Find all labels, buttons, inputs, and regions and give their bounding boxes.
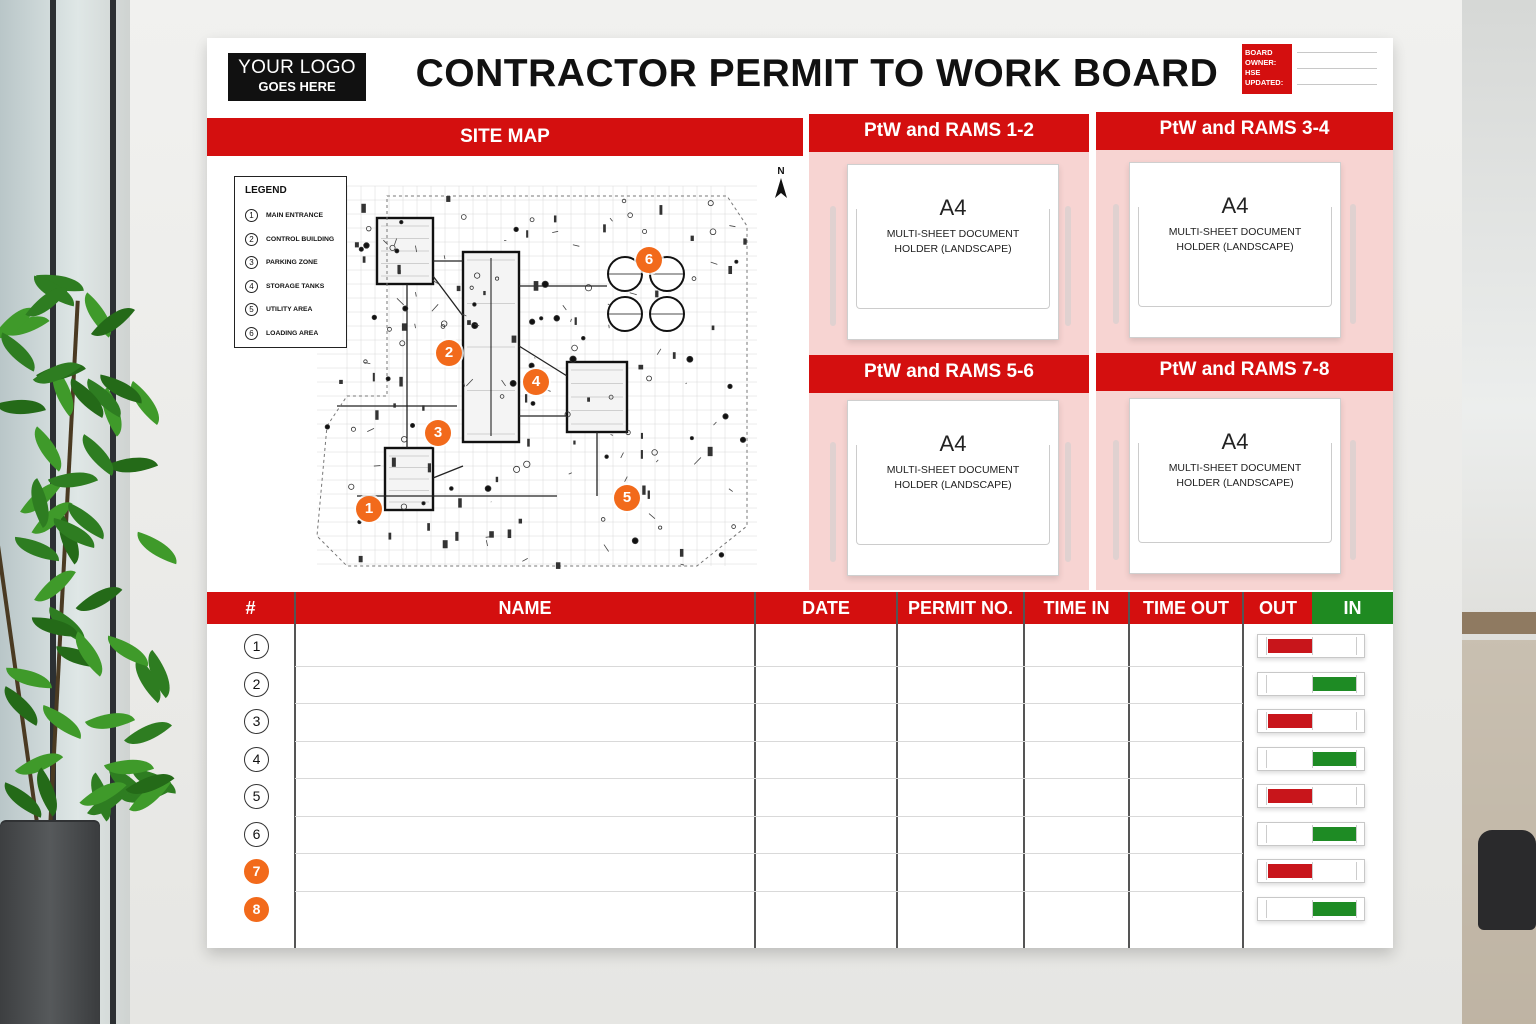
ptw-header-3-4: PtW and RAMS 3-4 <box>1096 112 1393 150</box>
holder-pocket <box>856 209 1050 309</box>
legend-label: LOADING AREA <box>266 329 319 337</box>
holder-size: A4 <box>1221 429 1249 454</box>
holder-description: MULTI-SHEET DOCUMENT HOLDER (LANDSCAPE) <box>1168 226 1302 253</box>
legend-item <box>245 204 336 228</box>
map-marker-6[interactable]: 6 <box>636 247 662 273</box>
holder-clip <box>1065 442 1071 562</box>
legend-title: LEGEND <box>245 185 287 196</box>
slider-divider <box>1312 900 1313 918</box>
holder-clip <box>1113 440 1119 560</box>
site-map-header: SITE MAP <box>207 118 803 156</box>
col-date: DATE <box>756 592 896 624</box>
col-permit-no: PERMIT NO. <box>898 592 1023 624</box>
holder-pocket <box>1138 207 1332 307</box>
legend-label: PARKING ZONE <box>266 259 318 267</box>
legend-number: 3 <box>245 256 258 269</box>
row-number: 5 <box>244 784 269 809</box>
col-number: # <box>207 592 294 624</box>
office-chair <box>1478 830 1536 930</box>
row-number: 6 <box>244 822 269 847</box>
slider-divider <box>1266 862 1267 880</box>
map-marker-4[interactable]: 4 <box>523 369 549 395</box>
document-holder-7-8[interactable] <box>1129 398 1341 574</box>
ptw-header-7-8: PtW and RAMS 7-8 <box>1096 353 1393 391</box>
slider-divider <box>1266 712 1267 730</box>
row-divider <box>295 741 1243 742</box>
in-out-slider[interactable] <box>1257 784 1365 808</box>
legend-item <box>245 228 336 252</box>
legend-label: UTILITY AREA <box>266 306 313 314</box>
holder-clip <box>830 442 836 562</box>
map-marker-2[interactable]: 2 <box>436 340 462 366</box>
slider-divider <box>1266 750 1267 768</box>
slider-divider <box>1356 712 1357 730</box>
slider-divider <box>1266 787 1267 805</box>
row-number: 7 <box>244 859 269 884</box>
row-divider <box>295 666 1243 667</box>
ptw-header-1-2: PtW and RAMS 1-2 <box>809 114 1089 152</box>
status-indicator-out <box>1268 864 1312 878</box>
row-divider <box>295 853 1243 854</box>
legend-item <box>245 322 336 346</box>
slider-divider <box>1356 637 1357 655</box>
slider-divider <box>1312 750 1313 768</box>
row-divider <box>295 778 1243 779</box>
table-header <box>207 592 1393 624</box>
row-number: 1 <box>244 634 269 659</box>
write-line <box>1297 52 1377 53</box>
in-out-slider[interactable] <box>1257 634 1365 658</box>
legend-item <box>245 251 336 275</box>
slider-divider <box>1312 862 1313 880</box>
col-name: NAME <box>296 592 754 624</box>
column-divider <box>1242 592 1244 948</box>
slider-divider <box>1312 825 1313 843</box>
slider-divider <box>1312 787 1313 805</box>
document-holder-5-6[interactable] <box>847 400 1059 576</box>
slider-divider <box>1266 900 1267 918</box>
col-time-out: TIME OUT <box>1130 592 1242 624</box>
in-out-slider[interactable] <box>1257 897 1365 921</box>
holder-description: MULTI-SHEET DOCUMENT HOLDER (LANDSCAPE) <box>886 464 1020 491</box>
holder-clip <box>1065 206 1071 326</box>
legend-number: 1 <box>245 209 258 222</box>
row-number: 8 <box>244 897 269 922</box>
in-out-slider[interactable] <box>1257 822 1365 846</box>
column-divider <box>294 592 296 948</box>
logo-line-1: YOUR LOGO <box>238 57 356 78</box>
document-holder-3-4[interactable] <box>1129 162 1341 338</box>
status-indicator-in <box>1312 902 1356 916</box>
plant-pot <box>0 822 100 1024</box>
row-divider <box>295 816 1243 817</box>
legend-item <box>245 298 336 322</box>
status-indicator-out <box>1268 639 1312 653</box>
board-title: CONTRACTOR PERMIT TO WORK BOARD <box>415 52 1219 95</box>
slider-divider <box>1356 787 1357 805</box>
window-frame <box>110 0 116 1024</box>
slider-divider <box>1356 825 1357 843</box>
holder-pocket <box>1138 443 1332 543</box>
row-number: 2 <box>244 672 269 697</box>
map-legend <box>234 176 347 348</box>
north-arrow-icon <box>771 166 791 206</box>
holder-pocket <box>856 445 1050 545</box>
col-in: IN <box>1312 592 1393 624</box>
in-out-slider[interactable] <box>1257 747 1365 771</box>
legend-number: 4 <box>245 280 258 293</box>
slider-divider <box>1266 825 1267 843</box>
owner-label: BOARD OWNER: <box>1245 48 1277 67</box>
legend-label: MAIN ENTRANCE <box>266 212 324 220</box>
holder-clip <box>1113 204 1119 324</box>
row-number: 3 <box>244 709 269 734</box>
permit-board <box>207 38 1393 948</box>
write-line <box>1297 84 1377 85</box>
status-indicator-in <box>1312 752 1356 766</box>
write-line <box>1297 68 1377 69</box>
map-marker-1[interactable]: 1 <box>356 496 382 522</box>
slider-divider <box>1356 750 1357 768</box>
status-indicator-out <box>1268 789 1312 803</box>
col-out: OUT <box>1244 592 1312 624</box>
in-out-slider[interactable] <box>1257 709 1365 733</box>
holder-size: A4 <box>939 195 967 220</box>
column-divider <box>896 592 898 948</box>
legend-item <box>245 275 336 299</box>
holder-description: MULTI-SHEET DOCUMENT HOLDER (LANDSCAPE) <box>886 228 1020 255</box>
slider-divider <box>1356 900 1357 918</box>
document-holder-1-2[interactable] <box>847 164 1059 340</box>
legend-number: 6 <box>245 327 258 340</box>
map-marker-5[interactable]: 5 <box>614 485 640 511</box>
column-divider <box>1023 592 1025 948</box>
in-out-slider[interactable] <box>1257 672 1365 696</box>
site-map <box>207 156 807 590</box>
legend-number: 5 <box>245 303 258 316</box>
slider-divider <box>1312 675 1313 693</box>
slider-divider <box>1312 637 1313 655</box>
office-desk <box>1462 612 1536 634</box>
holder-clip <box>830 206 836 326</box>
slider-divider <box>1356 862 1357 880</box>
column-divider <box>754 592 756 948</box>
holder-size: A4 <box>939 431 967 456</box>
legend-label: STORAGE TANKS <box>266 282 325 290</box>
ptw-header-5-6: PtW and RAMS 5-6 <box>809 355 1089 393</box>
slider-divider <box>1266 675 1267 693</box>
holder-description: MULTI-SHEET DOCUMENT HOLDER (LANDSCAPE) <box>1168 462 1302 489</box>
logo-line-2: GOES HERE <box>258 79 336 94</box>
column-divider <box>1128 592 1130 948</box>
board-owner-box <box>1242 44 1292 94</box>
in-out-slider[interactable] <box>1257 859 1365 883</box>
legend-label: CONTROL BUILDING <box>266 235 335 243</box>
row-number: 4 <box>244 747 269 772</box>
slider-divider <box>1312 712 1313 730</box>
updated-label: HSE UPDATED: <box>1245 68 1284 87</box>
status-indicator-in <box>1312 827 1356 841</box>
holder-clip <box>1350 204 1356 324</box>
row-divider <box>295 891 1243 892</box>
col-time-in: TIME IN <box>1025 592 1128 624</box>
logo-placeholder <box>228 53 366 101</box>
north-label: N <box>777 166 785 177</box>
status-indicator-out <box>1268 714 1312 728</box>
status-indicator-in <box>1312 677 1356 691</box>
legend-number: 2 <box>245 233 258 246</box>
holder-size: A4 <box>1221 193 1249 218</box>
slider-divider <box>1266 637 1267 655</box>
row-divider <box>295 703 1243 704</box>
slider-divider <box>1356 675 1357 693</box>
map-marker-3[interactable]: 3 <box>425 420 451 446</box>
holder-clip <box>1350 440 1356 560</box>
